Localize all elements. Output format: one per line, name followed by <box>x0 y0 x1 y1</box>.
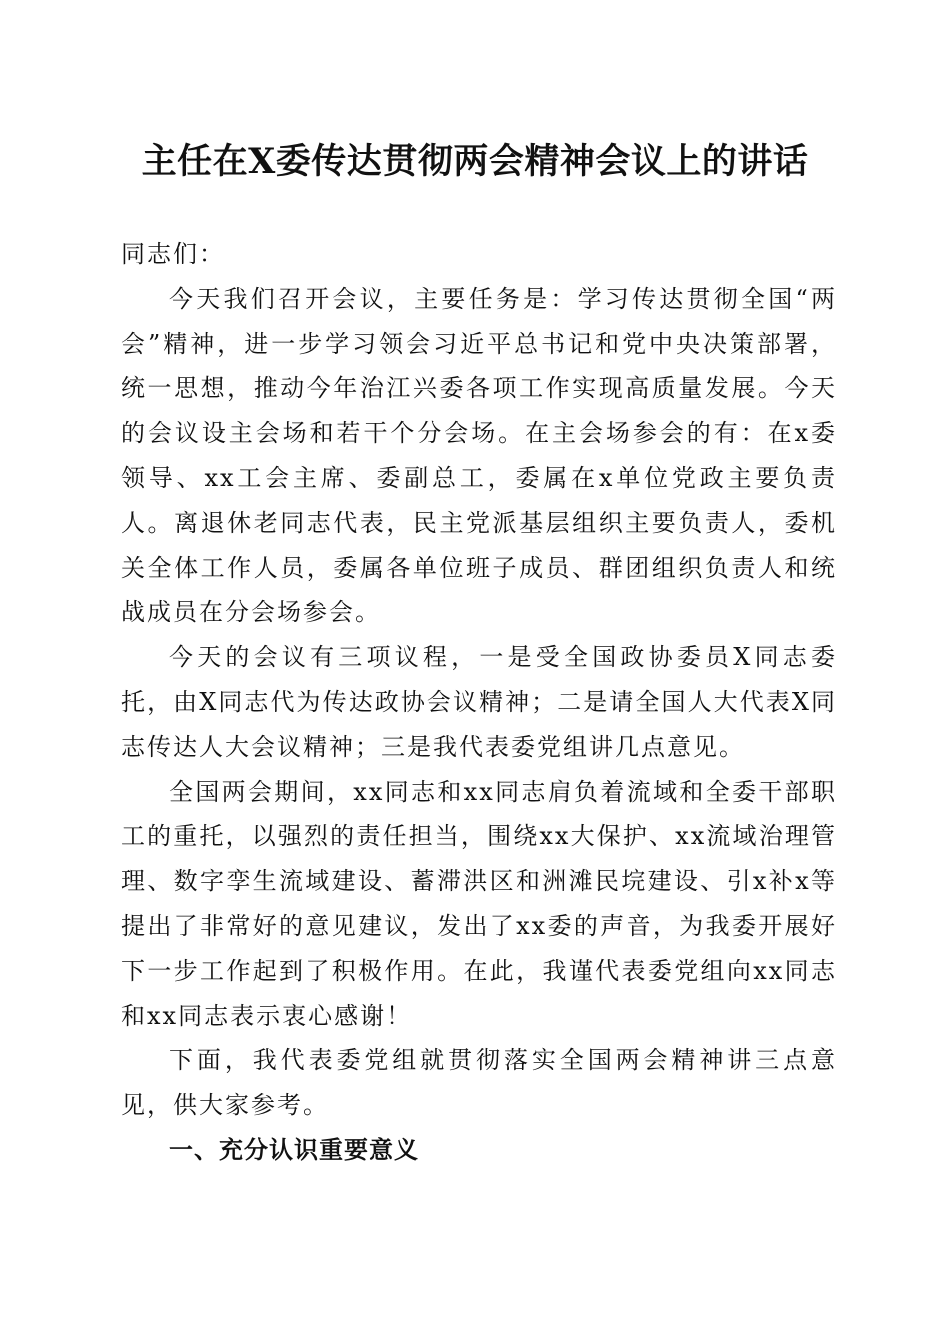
section-heading: 一、充分认识重要意义 <box>169 1135 419 1164</box>
paragraph-meeting-purpose: 今天我们召开会议，主要任务是：学习传达贯彻全国“两会”精神，进一步学习领会习近平总书记和党中央决策部署，统一思想，推动今年治江兴委各项工作实现高质量发展。今天的会议设主会场和若干个分会场。在主会场参会的有：在x委领导、xx工会主席、委副总工，委属在x单位党政主要负责人。离退休老同志代表，民主党派基层组织主要负责人，委机关全体工作人员，委属各单位班子成员、群团组织负责人和统战成员在分会场参会。 <box>121 284 837 627</box>
document-title: 主任在X委传达贯彻两会精神会议上的讲话 <box>141 141 809 182</box>
document-body <box>121 232 837 1173</box>
paragraph-thanks: 全国两会期间，xx同志和xx同志肩负着流域和全委干部职工的重托，以强烈的责任担当，围绕xx大保护、xx流域治理管理、数字孪生流域建设、蓄滞洪区和洲滩民垸建设、引x补x等提出了非常好的意见建议，发出了xx委的声音，为我委开展好下一步工作起到了积极作用。在此，我谨代表委党组向xx同志和xx同志表示衷心感谢！ <box>121 777 837 1030</box>
paragraph-agenda: 今天的会议有三项议程，一是受全国政协委员X同志委托，由X同志代为传达政协会议精神；二是请全国人大代表X同志传达人大会议精神；三是我代表委党组讲几点意见。 <box>121 643 837 761</box>
paragraph-intro-opinions: 下面，我代表委党组就贯彻落实全国两会精神讲三点意见，供大家参考。 <box>121 1046 837 1120</box>
salutation: 同志们： <box>121 240 225 268</box>
